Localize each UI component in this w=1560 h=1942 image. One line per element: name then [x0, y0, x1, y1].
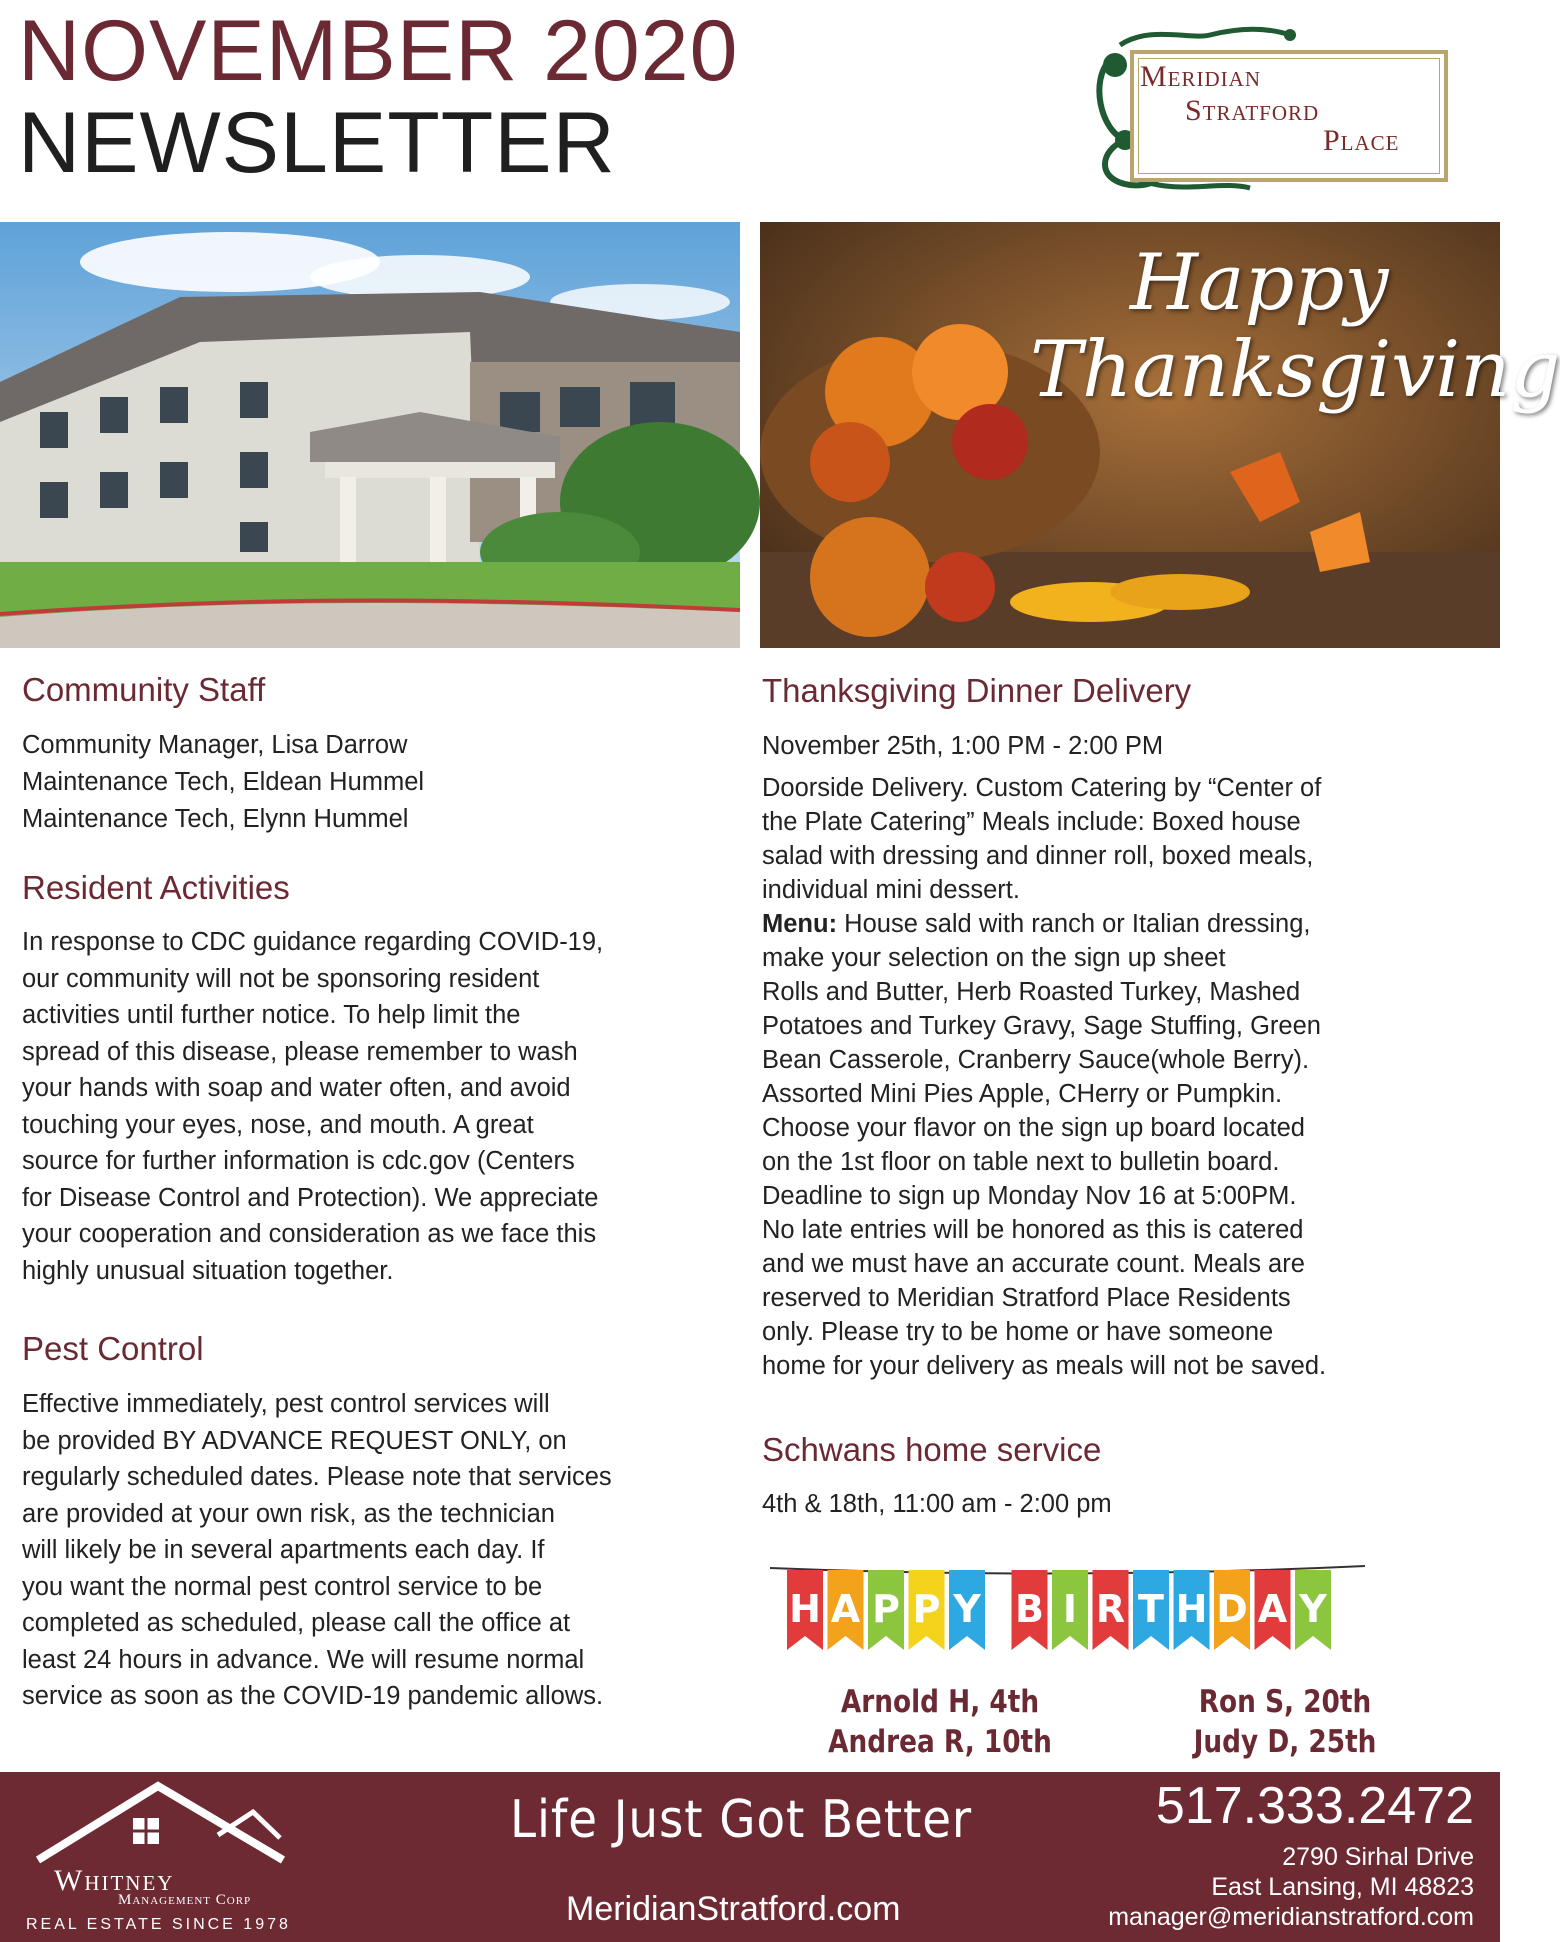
- resident-activities-body: [22, 924, 702, 1289]
- pest-control-body: [22, 1386, 712, 1715]
- text-line: Assorted Mini Pies Apple, CHerry or Pumpkin.: [762, 1080, 1283, 1108]
- birthday-list-right: [1170, 1682, 1400, 1762]
- text-line: Choose your flavor on the sign up board located: [762, 1114, 1305, 1142]
- happy-thanksgiving-text-line2: Thanksgiving: [1030, 325, 1560, 415]
- company-sub: Management Corp: [118, 1892, 252, 1908]
- text-line: are provided at your own risk, as the technician: [22, 1499, 555, 1528]
- meridian-stratford-logo: [1080, 20, 1470, 200]
- text-line: your hands with soap and water often, and avoid: [22, 1074, 571, 1102]
- thanksgiving-dinner-time: November 25th, 1:00 PM - 2:00 PM: [762, 732, 1164, 760]
- email-link[interactable]: manager@meridianstratford.com: [1108, 1903, 1474, 1931]
- banner-letter: I: [1062, 1587, 1078, 1631]
- address-line2: East Lansing, MI 48823: [1211, 1873, 1474, 1901]
- banner-letter: H: [789, 1587, 821, 1631]
- banner-letter: H: [1175, 1587, 1208, 1631]
- banner-letter: T: [1138, 1587, 1164, 1631]
- banner-letter: P: [912, 1587, 941, 1631]
- text-line: Rolls and Butter, Herb Roasted Turkey, Mashed: [762, 978, 1301, 1006]
- text-line: spread of this disease, please remember to wash: [22, 1037, 578, 1066]
- birthday-name: Andrea R, 10th: [828, 1724, 1052, 1760]
- text-line: Bean Casserole, Cranberry Sauce(whole Berry).: [762, 1046, 1310, 1074]
- staff-member: Maintenance Tech, Elynn Hummel: [22, 805, 409, 833]
- menu-label: Menu:: [762, 910, 838, 938]
- staff-list: [22, 727, 722, 838]
- banner-letter: B: [1015, 1587, 1044, 1631]
- thanksgiving-dinner-heading: Thanksgiving Dinner Delivery: [762, 672, 1192, 709]
- banner-letter: A: [1257, 1587, 1288, 1631]
- banner-letter: R: [1095, 1587, 1126, 1631]
- website-link[interactable]: MeridianStratford.com: [566, 1890, 901, 1928]
- text-line: for Disease Control and Protection). We appreciate: [22, 1183, 599, 1212]
- whitney-management-logo: [18, 1780, 298, 1938]
- text-line: completed as scheduled, please call the office at: [22, 1609, 571, 1637]
- birthday-name: Ron S, 20th: [1198, 1684, 1372, 1720]
- phone-number[interactable]: 517.333.2472: [1155, 1777, 1474, 1835]
- birthday-name: Judy D, 25th: [1193, 1724, 1377, 1760]
- happy-thanksgiving-text-line1: Happy: [1130, 238, 1389, 328]
- text-line: will likely be in several apartments each day. If: [22, 1536, 545, 1564]
- text-line: the Plate Catering” Meals include: Boxed house: [762, 808, 1301, 836]
- banner-letter: P: [872, 1587, 900, 1631]
- text-line: be provided BY ADVANCE REQUEST ONLY, on: [22, 1426, 567, 1455]
- text-line: Deadline to sign up Monday Nov 16 at 5:00PM.: [762, 1182, 1297, 1210]
- text-line: service as soon as the COVID-19 pandemic allows.: [22, 1682, 604, 1710]
- text-line: Effective immediately, pest control services will: [22, 1390, 550, 1418]
- staff-member: Maintenance Tech, Eldean Hummel: [22, 768, 425, 796]
- pest-control-heading: Pest Control: [22, 1330, 204, 1367]
- menu-text: House sald with ranch or Italian dressing,: [837, 910, 1311, 938]
- resident-activities-heading: Resident Activities: [22, 869, 290, 906]
- address-line1: 2790 Sirhal Drive: [1282, 1843, 1474, 1871]
- happy-birthday-banner: [765, 1548, 1375, 1668]
- text-line: only. Please try to be home or have someone: [762, 1318, 1274, 1346]
- logo-text-meridian: Meridian: [1140, 60, 1261, 93]
- text-line: on the 1st floor on table next to bulletin board.: [762, 1148, 1280, 1176]
- newsletter-title-month: NOVEMBER 2020: [18, 3, 739, 99]
- text-line: individual mini dessert.: [762, 876, 1020, 904]
- text-line: Potatoes and Turkey Gravy, Sage Stuffing, Green: [762, 1012, 1321, 1040]
- text-line: activities until further notice. To help limit the: [22, 1001, 521, 1029]
- banner-letter: A: [830, 1587, 861, 1631]
- text-line: source for further information is cdc.gov (Centers: [22, 1147, 575, 1175]
- thanksgiving-dinner-body: [762, 771, 1482, 1383]
- text-line: our community will not be sponsoring resident: [22, 964, 540, 993]
- schwans-heading: Schwans home service: [762, 1431, 1102, 1468]
- staff-member: Community Manager, Lisa Darrow: [22, 731, 408, 759]
- text-line: least 24 hours in advance. We will resume normal: [22, 1645, 585, 1674]
- text-line: Doorside Delivery. Custom Catering by “Center of: [762, 774, 1322, 802]
- birthday-list-left: [813, 1682, 1068, 1762]
- newsletter-title: NEWSLETTER: [18, 95, 616, 191]
- text-line: No late entries will be honored as this is catered: [762, 1216, 1304, 1244]
- text-line: make your selection on the sign up sheet: [762, 944, 1226, 972]
- text-line: highly unusual situation together.: [22, 1256, 394, 1285]
- banner-letter: Y: [953, 1587, 981, 1631]
- text-line: regularly scheduled dates. Please note that services: [22, 1463, 612, 1491]
- company-tagline: REAL ESTATE SINCE 1978: [26, 1916, 291, 1933]
- logo-text-place: Place: [1323, 124, 1400, 157]
- birthday-name: Arnold H, 4th: [840, 1684, 1040, 1720]
- text-line: reserved to Meridian Stratford Place Residents: [762, 1284, 1291, 1312]
- text-line: you want the normal pest control service to be: [22, 1572, 543, 1601]
- banner-letter: Y: [1299, 1587, 1327, 1631]
- building-photo: [0, 222, 740, 648]
- text-line: your cooperation and consideration as we face this: [22, 1220, 597, 1248]
- logo-text-stratford: Stratford: [1185, 94, 1320, 127]
- text-line: and we must have an accurate count. Meals are: [762, 1250, 1305, 1278]
- text-line: salad with dressing and dinner roll, boxed meals,: [762, 842, 1314, 870]
- text-line: home for your delivery as meals will not be saved.: [762, 1352, 1327, 1380]
- schwans-time: 4th & 18th, 11:00 am - 2:00 pm: [762, 1490, 1112, 1518]
- community-staff-heading: Community Staff: [22, 671, 266, 708]
- banner-letter: D: [1216, 1587, 1248, 1631]
- slogan: Life Just Got Better: [510, 1790, 973, 1850]
- company-name: Whitney: [54, 1864, 175, 1897]
- text-line: In response to CDC guidance regarding COVID-19,: [22, 928, 604, 956]
- text-line: touching your eyes, nose, and mouth. A great: [22, 1110, 534, 1139]
- menu-line: [762, 907, 1482, 941]
